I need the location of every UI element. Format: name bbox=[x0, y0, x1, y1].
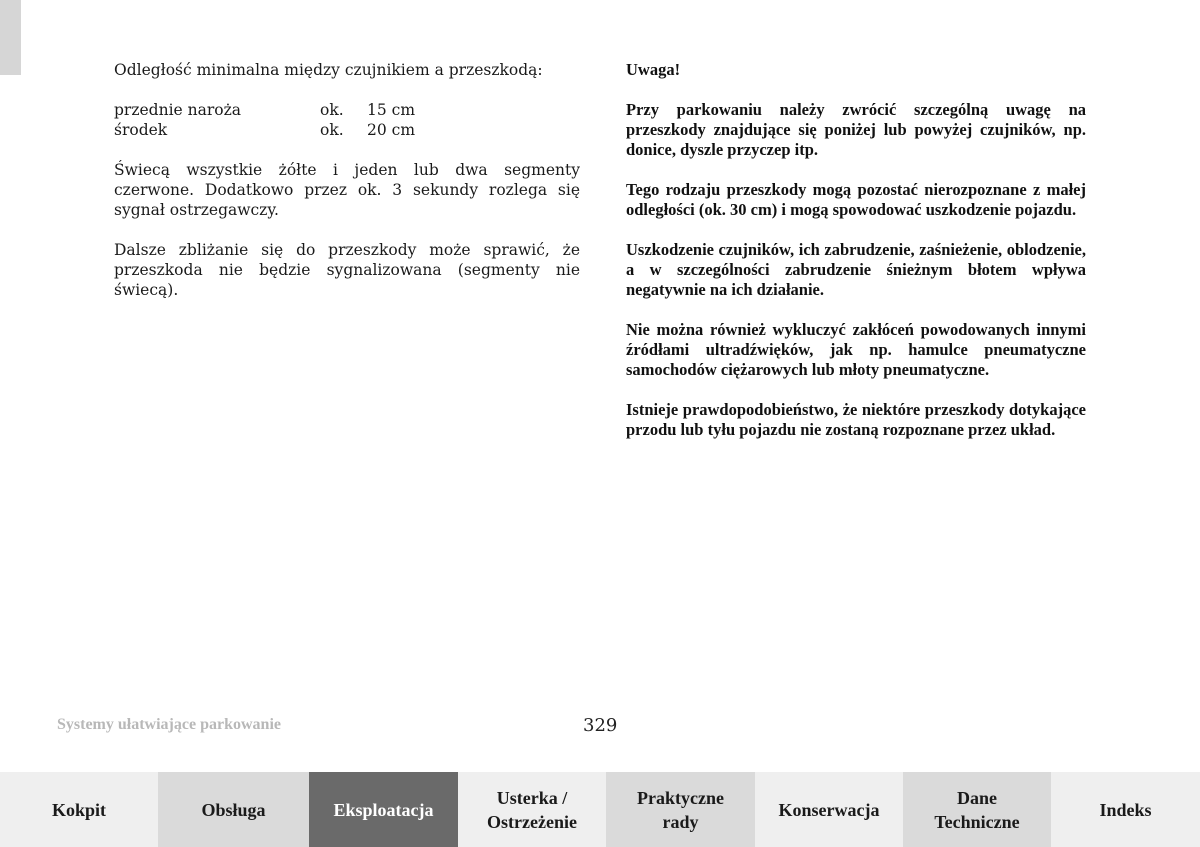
tab-praktyczne-rady[interactable]: Praktyczne rady bbox=[606, 772, 755, 847]
caution-paragraph: Tego rodzaju przeszkody mogą pozostać nierozpoznane z małej odległości (ok. 30 cm) i mogą spowodować uszkodzenie pojazdu. bbox=[626, 180, 1086, 219]
caution-paragraph: Uszkodzenie czujników, ich zabrudzenie, zaśnieżenie, oblodzenie, a w szczególności zabrudzenie śnieżnym błotem wpływa negatywnie na ich działanie. bbox=[626, 240, 1086, 299]
section-title: Systemy ułatwiające parkowanie bbox=[57, 716, 281, 733]
distance-approx: ok. bbox=[320, 101, 344, 119]
caution-paragraph: Przy parkowaniu należy zwrócić szczególną uwagę na przeszkody znajdujące się poniżej lub powyżej czujników, np. donice, dyszle przyczep itp. bbox=[626, 100, 1086, 159]
distance-row bbox=[114, 120, 580, 140]
tab-indeks[interactable]: Indeks bbox=[1051, 772, 1200, 847]
page-number: 329 bbox=[583, 715, 618, 736]
distance-row bbox=[114, 100, 580, 120]
tab-eksploatacja[interactable]: Eksploatacja bbox=[309, 772, 458, 847]
caution-paragraph: Istnieje prawdopodobieństwo, że niektóre przeszkody dotykające przodu lub tyłu pojazdu nie zostaną rozpoznane przez układ. bbox=[626, 400, 1086, 439]
tab-kokpit[interactable]: Kokpit bbox=[0, 772, 158, 847]
tab-konserwacja[interactable]: Konserwacja bbox=[755, 772, 903, 847]
distance-value: 15 cm bbox=[367, 101, 416, 119]
left-column bbox=[114, 60, 580, 320]
segments-paragraph: Świecą wszystkie żółte i jeden lub dwa segmenty czerwone. Dodatkowo przez ok. 3 sekundy rozlega się sygnał ostrzegawczy. bbox=[114, 161, 580, 219]
tab-usterka-ostrzezenie[interactable]: Usterka / Ostrzeżenie bbox=[458, 772, 606, 847]
approach-paragraph: Dalsze zbliżanie się do przeszkody może sprawić, że przeszkoda nie będzie sygnalizowana (segmenty nie świecą). bbox=[114, 241, 580, 299]
tab-dane-techniczne[interactable]: Dane Techniczne bbox=[903, 772, 1051, 847]
caution-paragraph: Nie można również wykluczyć zakłóceń powodowanych innymi źródłami ultradźwięków, jak np. hamulce pneumatyczne samochodów ciężarowych lub młoty pneumatyczne. bbox=[626, 320, 1086, 379]
distance-intro: Odległość minimalna między czujnikiem a przeszkodą: bbox=[114, 61, 543, 79]
page-corner-marker bbox=[0, 0, 21, 75]
caution-title: Uwaga! bbox=[626, 60, 681, 79]
tab-obsluga[interactable]: Obsługa bbox=[158, 772, 309, 847]
caution-column bbox=[626, 60, 1086, 460]
distance-approx: ok. bbox=[320, 121, 344, 139]
chapter-nav-bar bbox=[0, 772, 1200, 847]
distance-value: 20 cm bbox=[367, 121, 416, 139]
distance-table bbox=[114, 100, 580, 140]
distance-label: środek bbox=[114, 121, 168, 139]
distance-label: przednie naroża bbox=[114, 101, 242, 119]
